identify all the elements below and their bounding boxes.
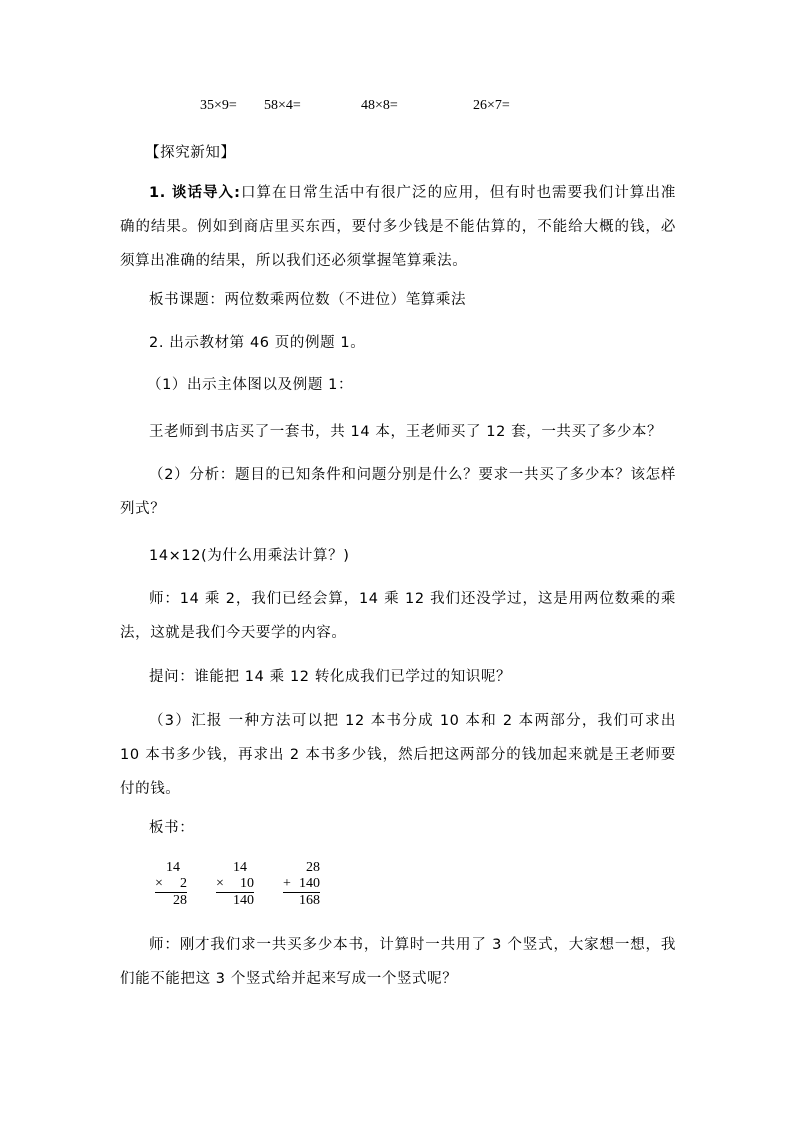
step2-text: 2. 出示教材第 46 页的例题 1。 [149, 335, 366, 351]
vertical-calc-3 [283, 860, 320, 909]
section-heading: 【探究新知】 [145, 145, 236, 161]
calc-operator: + [283, 876, 291, 891]
vertical-calc-2 [216, 860, 254, 909]
board-label: 板书： [149, 820, 195, 836]
expression-text: 14×12(为什么用乘法计算？) [149, 548, 350, 564]
sub3-paragraph: （3）汇报 一种方法可以把 12 本书分成 10 本和 2 本两部分，我们可求出 10 本书多少钱，再求出 2 本书多少钱，然后把这两部分的钱加起来就是王老师要付的钱。 [120, 713, 676, 797]
board-title: 板书课题：两位数乘两位数（不进位）笔算乘法 [149, 292, 467, 308]
sub1-text: （1）出示主体图以及例题 1： [147, 377, 354, 393]
oral-calc-item: 48×8= [361, 98, 398, 113]
calc-top: 14 [166, 860, 180, 875]
step1-paragraph [120, 176, 676, 278]
calc-operator: × [216, 876, 224, 891]
calc-result: 168 [299, 893, 320, 908]
sub2-paragraph: （2）分析：题目的已知条件和问题分别是什么？要求一共买了多少本？该怎样列式？ [120, 467, 676, 517]
calc-operator: × [155, 876, 163, 891]
problem-text: 王老师到书店买了一套书，共 14 本，王老师买了 12 套，一共买了多少本？ [149, 424, 663, 440]
step1-label: 1. 谈话导入: [149, 185, 241, 201]
vertical-calc-1 [155, 860, 187, 909]
oral-calc-item: 26×7= [473, 98, 510, 113]
calc-top: 14 [233, 860, 247, 875]
calc-operand: 2 [180, 876, 187, 891]
teacher1-paragraph: 师：14 乘 2，我们已经会算，14 乘 12 我们还没学过，这是用两位数乘的乘法，这就是我们今天要学的内容。 [120, 591, 676, 641]
teacher2-paragraph: 师：刚才我们求一共买多少本书，计算时一共用了 3 个竖式，大家想一想，我们能不能把这 3 个竖式给并起来写成一个竖式呢？ [120, 937, 676, 987]
oral-calc-item: 58×4= [264, 98, 301, 113]
calc-top: 28 [306, 860, 320, 875]
calc-operand: 140 [299, 876, 320, 891]
calc-result: 28 [173, 893, 187, 908]
step1-text: 口算在日常生活中有很广泛的应用，但有时也需要我们计算出准确的结果。例如到商店里买东西，要付多少钱是不能估算的，不能给大概的钱，必须算出准确的结果，所以我们还必须掌握笔算乘法。 [120, 185, 676, 269]
oral-calc-row [0, 98, 794, 120]
question-text: 提问：谁能把 14 乘 12 转化成我们已学过的知识呢？ [149, 669, 512, 685]
oral-calc-item: 35×9= [200, 98, 237, 113]
calc-result: 140 [233, 893, 254, 908]
calc-operand: 10 [240, 876, 254, 891]
